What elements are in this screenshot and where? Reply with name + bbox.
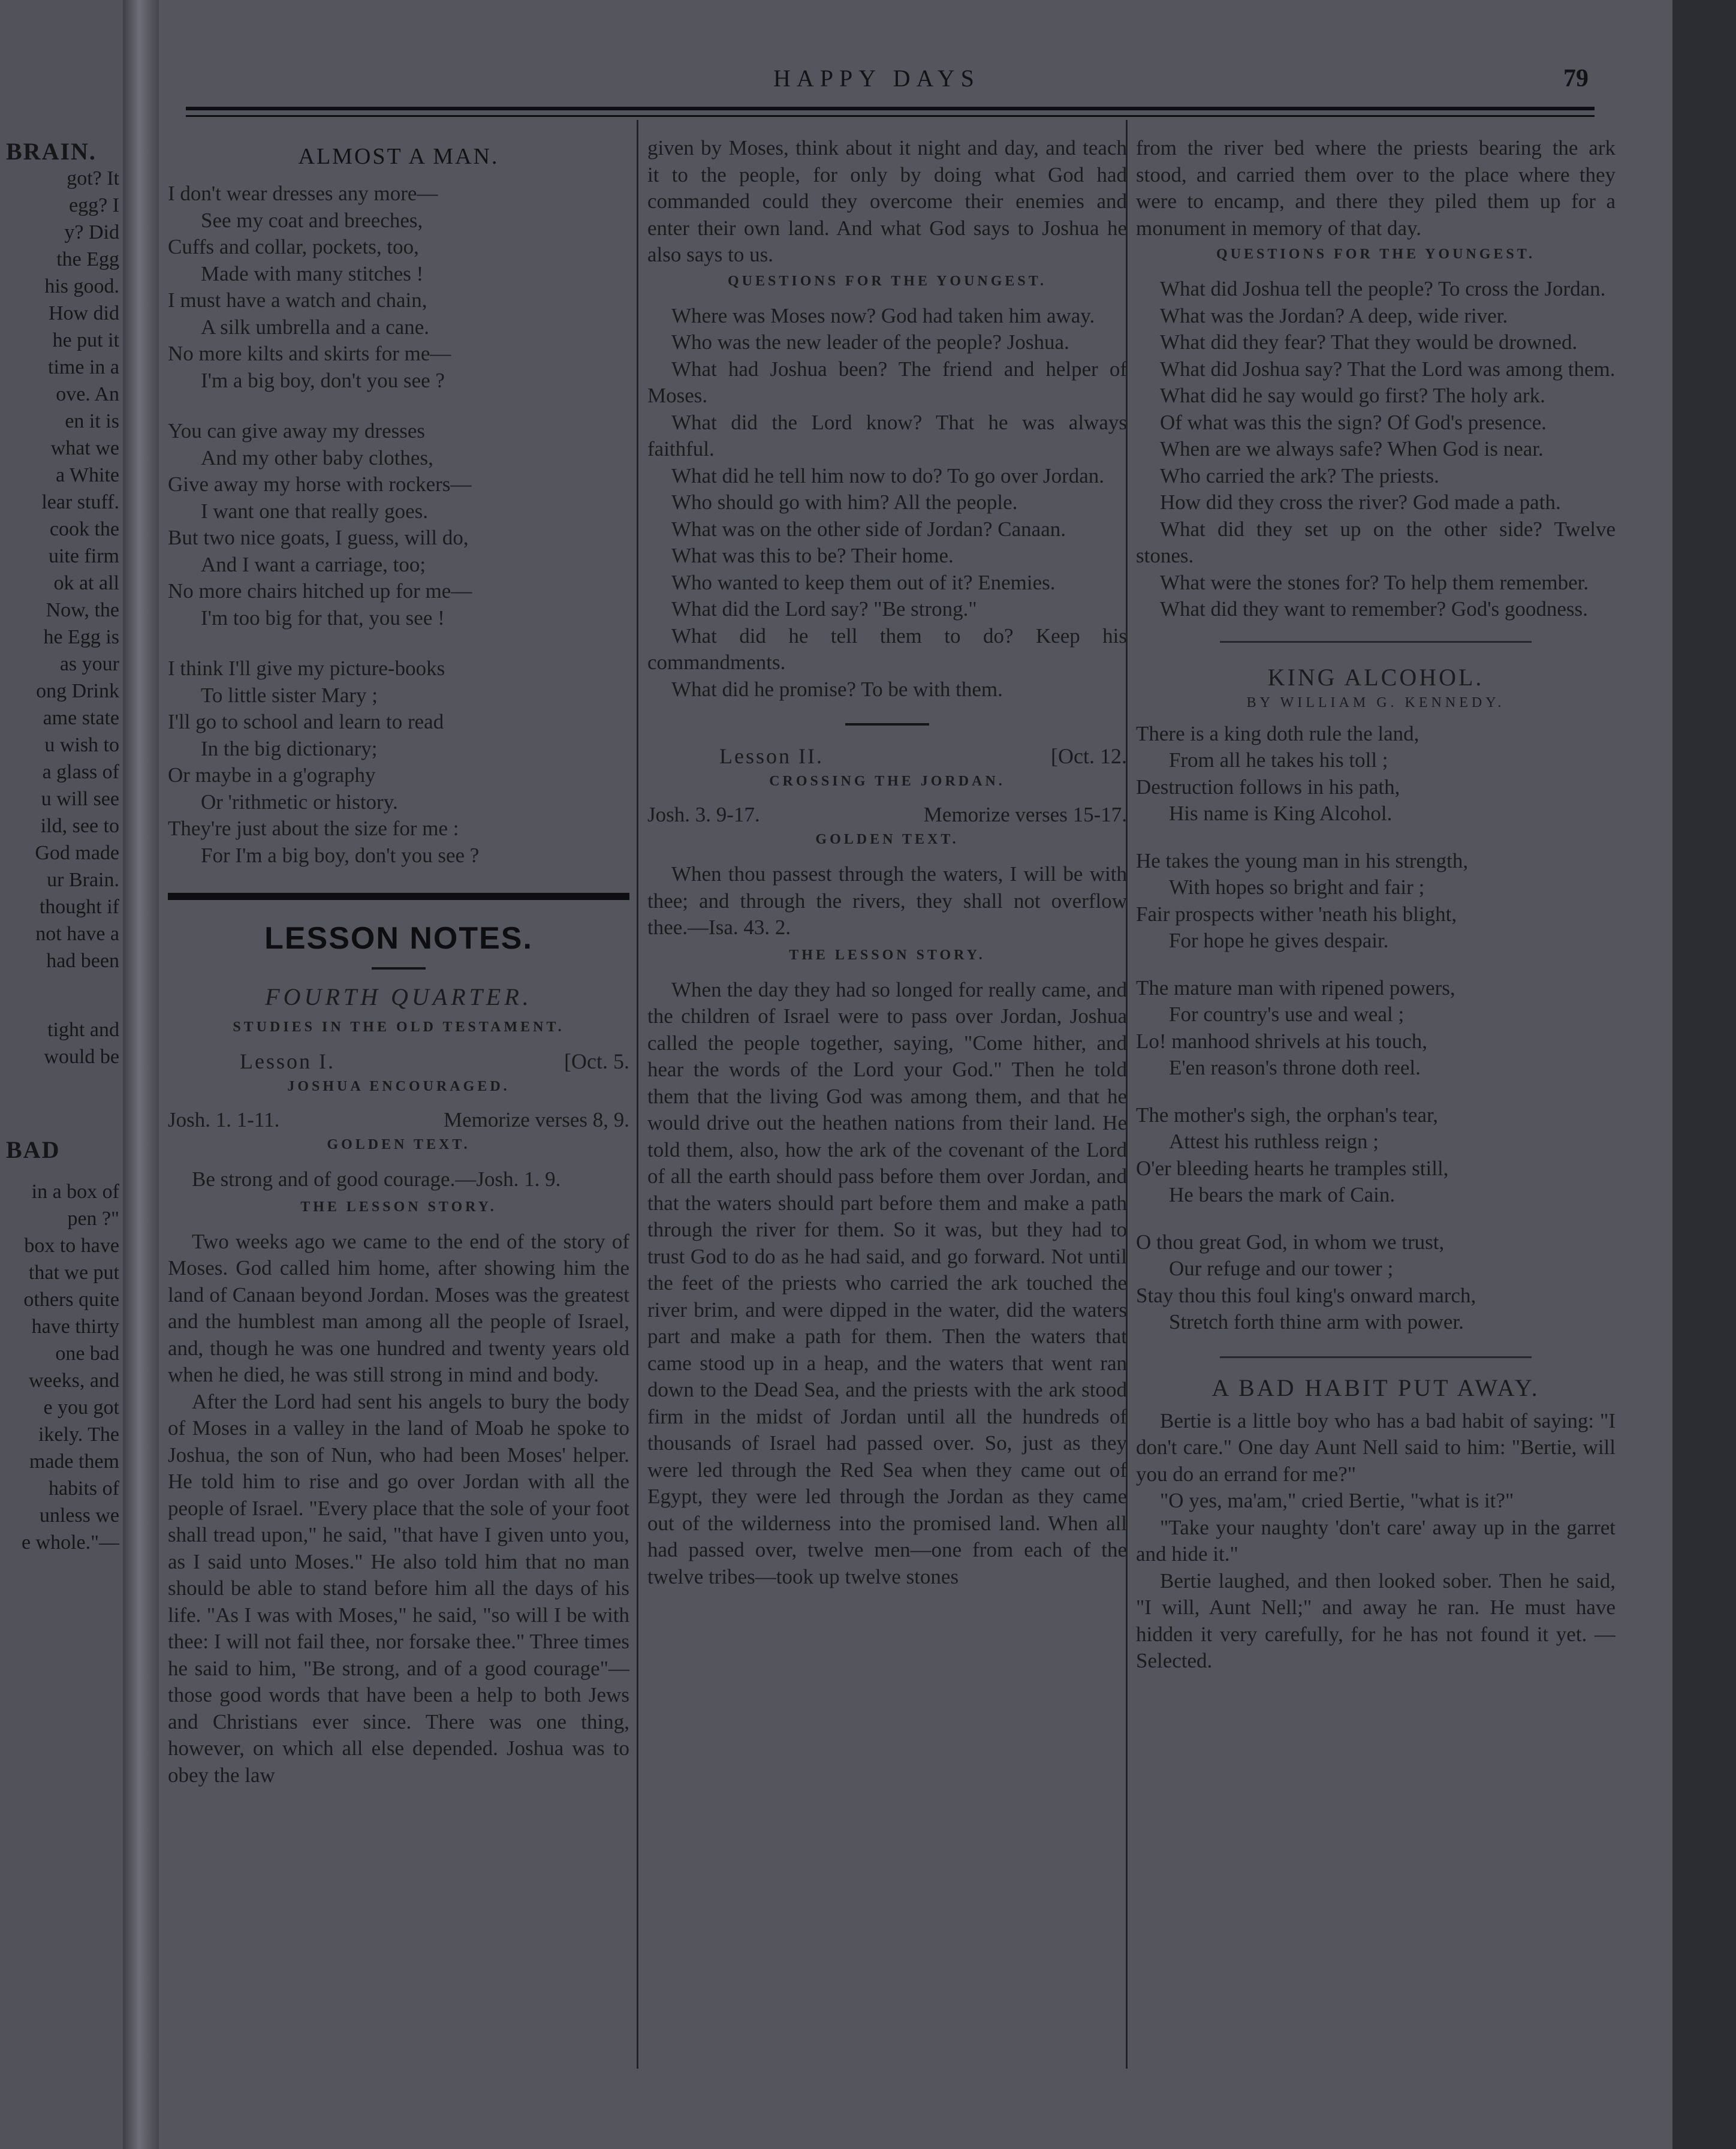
prev-page-line: u will see bbox=[41, 788, 119, 810]
bad-habit-story bbox=[1136, 1408, 1616, 1675]
lesson-2-story-cont bbox=[1136, 135, 1616, 242]
story-paragraph: When the day they had so longed for really came, and the children of Israel were to pass over Jordan, Joshua called the people together, saying, "Come hither, and hear the words of the Lord your God." Then he told them that the living God was among them, and that he would drive out the heathen nations from their land. He told them, also, how the ark of the covenant of the Lord of all the earth should pass before them over Jordan, and that the waters should part before them and make a path through the river for them. So it was, but they had to trust God to do as he had said, and go forward. Not until the feet of the priests who carried the ark touched the river brim, and were dipped in the water, did the waters part and make a path for them. Then the waters that came stood up in a heap, and the waters that went ran down to the Dead Sea, and the priests with the ark stood firm in the midst of Jordan until all the hundreds of thousands of Israel had passed over. So, just as they were led through the Red Sea when they came out of Egypt, they were led through the Jordan as they came out of the wilderness into the promised land. When all had passed over, twelve men—one from each of the twelve tribes—took up twelve stones bbox=[647, 977, 1127, 1588]
question-line: What was this to be? Their home. bbox=[671, 544, 954, 567]
lesson-2-line bbox=[647, 744, 1127, 769]
question-line: Who wanted to keep them out of it? Enemies. bbox=[671, 570, 1056, 594]
short-rule bbox=[372, 967, 426, 970]
lesson-2-story bbox=[647, 977, 1127, 1591]
studies-heading: STUDIES IN THE OLD TESTAMENT. bbox=[233, 1019, 565, 1035]
poem-stanza bbox=[1136, 975, 1616, 1082]
question-line: What did the Lord say? "Be strong." bbox=[671, 597, 977, 621]
lesson-2-memorize: Memorize verses 15-17. bbox=[923, 803, 1127, 826]
poem-line: For country's use and weal ; bbox=[1169, 1003, 1405, 1026]
poem-line: Fair prospects wither 'neath his blight, bbox=[1136, 902, 1457, 926]
poem-line: I'll go to school and learn to read bbox=[168, 710, 444, 733]
lesson-2-questions bbox=[1136, 276, 1616, 623]
prev-page-line: thought if bbox=[39, 896, 119, 918]
prev-lines-block bbox=[0, 1178, 123, 1556]
prev-page-line: ild, see to bbox=[40, 815, 119, 837]
poem-stanza bbox=[1136, 721, 1616, 827]
poem-line: A silk umbrella and a cane. bbox=[201, 315, 429, 339]
king-alcohol-title: KING ALCOHOL. bbox=[1267, 663, 1484, 691]
lesson-divider bbox=[845, 723, 929, 726]
section-rule bbox=[1220, 1356, 1532, 1358]
prev-page-line: How did bbox=[48, 302, 119, 324]
poem-line: I think I'll give my picture-books bbox=[168, 657, 445, 680]
story-paragraph: Bertie is a little boy who has a bad habit of saying: "I don't care." One day Aunt Nell said to him: "Bertie, will you do an errand for me?" bbox=[1136, 1408, 1616, 1486]
prev-page-line: would be bbox=[44, 1046, 119, 1068]
poem-line: You can give away my dresses bbox=[168, 419, 426, 443]
prev-page-line: he Egg is bbox=[43, 626, 119, 648]
lesson-1-date: [Oct. 5. bbox=[564, 1049, 629, 1073]
question-line: Of what was this the sign? Of God's presence. bbox=[1160, 410, 1547, 434]
story-paragraph: from the river bed where the priests bearing the ark stood, and carried them over to the place where they were to encamp, and there they piled them up for a monument in memory of that day. bbox=[1136, 136, 1616, 240]
column-rule bbox=[637, 120, 638, 2069]
question-line: What did the Lord know? That he was always faithful. bbox=[647, 410, 1127, 460]
prev-page-line: as your bbox=[59, 653, 119, 675]
prev-page-line: pen ?" bbox=[67, 1208, 119, 1230]
king-alcohol-byline: BY WILLIAM G. KENNEDY. bbox=[1246, 694, 1505, 711]
lesson-notes-heading: LESSON NOTES. bbox=[264, 921, 533, 956]
poem-line: I'm too big for that, you see ! bbox=[201, 606, 445, 630]
lesson-1-story bbox=[168, 1229, 629, 1789]
section-rule bbox=[168, 893, 629, 900]
lesson-1-story-cont bbox=[647, 135, 1127, 269]
poem bbox=[168, 180, 629, 869]
king-alcohol-poem bbox=[1136, 721, 1616, 1336]
column-1 bbox=[168, 135, 629, 2054]
question-line: When are we always safe? When God is near. bbox=[1160, 437, 1544, 460]
prev-page-line: a White bbox=[55, 464, 119, 486]
poem-line: From all he takes his toll ; bbox=[1169, 748, 1388, 772]
poem-stanza bbox=[168, 418, 629, 631]
poem-stanza bbox=[168, 180, 629, 394]
poem-stanza bbox=[1136, 1229, 1616, 1336]
prev-page-line: the Egg bbox=[56, 248, 119, 270]
question-line: Who should go with him? All the people. bbox=[671, 490, 1018, 514]
prev-heading: BAD bbox=[6, 1136, 61, 1163]
lesson-story-heading: THE LESSON STORY. bbox=[300, 1199, 497, 1215]
prev-page-line: e you got bbox=[43, 1396, 119, 1419]
poem-line: The mature man with ripened powers, bbox=[1136, 976, 1455, 1000]
poem-stanza bbox=[168, 655, 629, 869]
prev-page-line: got? It bbox=[67, 167, 119, 189]
prev-page-line: ove. An bbox=[56, 383, 119, 405]
poem-line: Give away my horse with rockers— bbox=[168, 472, 472, 496]
prev-page-line: have thirty bbox=[31, 1316, 119, 1338]
prev-lines-block bbox=[0, 165, 123, 974]
question-line: What were the stones for? To help them remember. bbox=[1160, 570, 1589, 594]
poem-line: In the big dictionary; bbox=[201, 736, 378, 760]
poem-line: And my other baby clothes, bbox=[201, 446, 433, 469]
page-edge bbox=[1672, 0, 1736, 2149]
story-paragraph: "O yes, ma'am," cried Bertie, "what is it?" bbox=[1160, 1489, 1514, 1512]
golden-text-heading: GOLDEN TEXT. bbox=[327, 1137, 471, 1152]
poem-line: Attest his ruthless reign ; bbox=[1169, 1130, 1379, 1153]
lesson-1-golden-text: Be strong and of good courage.—Josh. 1. 9. bbox=[192, 1167, 561, 1191]
question-line: What did they fear? That they would be drowned. bbox=[1160, 330, 1578, 354]
question-line: What did they want to remember? God's goodness. bbox=[1160, 597, 1588, 621]
column-3 bbox=[1136, 135, 1616, 2054]
header-rule bbox=[186, 115, 1595, 117]
poem-line: I don't wear dresses any more— bbox=[168, 182, 438, 205]
poem-line: Made with many stitches ! bbox=[201, 261, 424, 285]
poem-line: For hope he gives despair. bbox=[1169, 929, 1389, 952]
questions-heading: QUESTIONS FOR THE YOUNGEST. bbox=[728, 273, 1047, 289]
poem-line: Or 'rithmetic or history. bbox=[201, 790, 398, 814]
prev-page-line: unless we bbox=[39, 1504, 119, 1527]
poem-line: O thou great God, in whom we trust, bbox=[1136, 1230, 1445, 1254]
poem-line: Stay thou this foul king's onward march, bbox=[1136, 1283, 1476, 1307]
section-rule bbox=[1220, 641, 1532, 643]
prev-page-line: his good. bbox=[44, 275, 119, 297]
prev-page-line: others quite bbox=[23, 1289, 119, 1311]
question-line: What was the Jordan? A deep, wide river. bbox=[1160, 303, 1508, 327]
lesson-1-memorize: Memorize verses 8, 9. bbox=[443, 1108, 629, 1131]
poem-title: ALMOST A MAN. bbox=[298, 144, 499, 169]
prev-page-line: egg? I bbox=[68, 194, 119, 216]
question-line: What was on the other side of Jordan? Canaan. bbox=[671, 517, 1066, 541]
lesson-2-golden-text: When thou passest through the waters, I will be with thee; and through the rivers, they shall not overflow thee.—Isa. 43. 2. bbox=[647, 862, 1127, 939]
prev-page-line: tight and bbox=[47, 1019, 119, 1041]
prev-page-line: time in a bbox=[48, 356, 119, 378]
prev-page-line: u wish to bbox=[44, 734, 119, 756]
poem-line: They're just about the size for me : bbox=[168, 817, 459, 840]
poem-line: But two nice goats, I guess, will do, bbox=[168, 526, 469, 549]
prev-page-line: box to have bbox=[24, 1235, 119, 1257]
question-line: What did he tell them to do? Keep his commandments. bbox=[647, 624, 1127, 674]
poem-line: Our refuge and our tower ; bbox=[1169, 1257, 1394, 1280]
prev-page-line: one bad bbox=[55, 1343, 119, 1365]
lesson-2-ref: Josh. 3. 9-17. bbox=[647, 803, 760, 826]
prev-page-line: cook the bbox=[49, 518, 119, 540]
golden-text-heading: GOLDEN TEXT. bbox=[815, 832, 959, 847]
lesson-2-label: Lesson II. bbox=[719, 744, 824, 768]
question-line: What did Joshua tell the people? To cross the Jordan. bbox=[1160, 277, 1606, 300]
question-line: What did he tell him now to do? To go over Jordan. bbox=[671, 463, 1105, 487]
running-header bbox=[186, 57, 1595, 93]
lesson-story-heading: THE LESSON STORY. bbox=[789, 947, 985, 963]
poem-line: Stretch forth thine arm with power. bbox=[1169, 1310, 1464, 1334]
story-paragraph: After the Lord had sent his angels to bury the body of Moses in a valley in the land of Moab he spoke to Joshua, the son of Nun, who had been Moses' helper. He told him to rise and go over Jordan with all the people of Israel. "Every place that the sole of your foot shall tread upon," he said, "that have I given unto you, as I said unto Moses." He also told him that no man should be able to stand before him all the days of his life. "As I was with Moses," he said, "so will I be with thee: I will not fail thee, nor forsake thee." Three times he said to him, "Be strong, and of a good courage"—those good words that have been a help to both Jews and Christians ever since. There was one thing, however, on which all else depended. Joshua was to obey the law bbox=[168, 1389, 629, 1787]
story-paragraph: "Take your naughty 'don't care' away up in the garret and hide it." bbox=[1136, 1515, 1616, 1566]
prev-page-line: ong Drink bbox=[36, 680, 119, 702]
question-line: What did they set up on the other side? Twelve stones. bbox=[1136, 517, 1616, 567]
lesson-1-ref: Josh. 1. 1-11. bbox=[168, 1108, 280, 1131]
page-number: 79 bbox=[1563, 65, 1589, 92]
question-line: What did he say would go first? The holy ark. bbox=[1160, 384, 1545, 407]
story-paragraph: Two weeks ago we came to the end of the story of Moses. God called him home, after showing him the land of Canaan beyond Jordan. Moses was the greatest and the humblest man among all the people of Israel, and, though he was one hundred and twenty years old when he died, he was still strong in mind and body. bbox=[168, 1229, 629, 1386]
poem-stanza bbox=[1136, 1102, 1616, 1209]
lesson-1-line bbox=[168, 1049, 629, 1074]
lesson-2-title: CROSSING THE JORDAN. bbox=[769, 773, 1005, 789]
prev-page-line: Now, the bbox=[46, 599, 119, 621]
poem-line: With hopes so bright and fair ; bbox=[1169, 875, 1425, 899]
poem-line: He takes the young man in his strength, bbox=[1136, 848, 1469, 872]
question-line: How did they cross the river? God made a path. bbox=[1160, 490, 1561, 514]
lesson-1-title: JOSHUA ENCOURAGED. bbox=[287, 1079, 510, 1094]
prev-page-line: a glass of bbox=[42, 761, 119, 783]
lesson-1-label: Lesson I. bbox=[240, 1049, 335, 1073]
prev-page-line: en it is bbox=[65, 410, 119, 432]
poem-line: Destruction follows in his path, bbox=[1136, 775, 1400, 799]
lesson-2-date: [Oct. 12. bbox=[1051, 744, 1127, 768]
poem-line: The mother's sigh, the orphan's tear, bbox=[1136, 1103, 1438, 1127]
poem-line: To little sister Mary ; bbox=[201, 683, 378, 707]
prev-page-line: e whole."— bbox=[21, 1531, 119, 1554]
prev-heading: BRAIN. bbox=[6, 138, 97, 165]
prev-page-line: in a box of bbox=[31, 1181, 119, 1203]
prev-page-line: lear stuff. bbox=[41, 491, 119, 513]
lesson-1-questions bbox=[647, 303, 1127, 703]
poem-line: For I'm a big boy, don't you see ? bbox=[201, 843, 480, 867]
question-line: Where was Moses now? God had taken him away. bbox=[671, 303, 1095, 327]
poem-line: E'en reason's throne doth reel. bbox=[1169, 1056, 1421, 1079]
previous-page-fragment bbox=[0, 0, 123, 2149]
running-head: HAPPY DAYS bbox=[773, 65, 980, 92]
prev-page-line: weeks, and bbox=[28, 1370, 119, 1392]
poem-line: O'er bleeding hearts he tramples still, bbox=[1136, 1156, 1449, 1180]
poem-line: I want one that really goes. bbox=[201, 499, 429, 523]
book-gutter bbox=[123, 0, 159, 2149]
question-line: What had Joshua been? The friend and helper of Moses. bbox=[647, 357, 1127, 407]
question-line: Who was the new leader of the people? Joshua. bbox=[671, 330, 1069, 354]
prev-page-line: what we bbox=[50, 437, 119, 459]
poem-line: Cuffs and collar, pockets, too, bbox=[168, 235, 419, 258]
prev-page-line: that we put bbox=[28, 1262, 119, 1284]
poem-line: See my coat and breeches, bbox=[201, 208, 423, 232]
bad-habit-title: A BAD HABIT PUT AWAY. bbox=[1211, 1374, 1540, 1401]
lesson-2-reference bbox=[647, 803, 1127, 827]
prev-page-line: had been bbox=[46, 950, 119, 972]
prev-page-line: made them bbox=[29, 1450, 119, 1473]
prev-page-line: ok at all bbox=[53, 572, 119, 594]
quarter-heading: FOURTH QUARTER. bbox=[265, 983, 532, 1010]
question-line: Who carried the ark? The priests. bbox=[1160, 463, 1439, 487]
prev-page-line: not have a bbox=[35, 923, 119, 945]
poem-line: His name is King Alcohol. bbox=[1169, 802, 1393, 825]
prev-page-line: ikely. The bbox=[38, 1423, 119, 1446]
poem-line: There is a king doth rule the land, bbox=[1136, 721, 1419, 745]
prev-page-line: God made bbox=[35, 842, 119, 864]
prev-page-line: he put it bbox=[52, 329, 119, 351]
prev-page-line: habits of bbox=[48, 1477, 119, 1500]
prev-page-line: y? Did bbox=[64, 221, 119, 243]
story-paragraph: Bertie laughed, and then looked sober. Then he said, "I will, Aunt Nell;" and away he ran. He must have hidden it very carefully, for he has not found it yet. —Selected. bbox=[1136, 1569, 1616, 1672]
poem-line: No more kilts and skirts for me— bbox=[168, 342, 451, 365]
poem-line: He bears the mark of Cain. bbox=[1169, 1183, 1396, 1206]
poem-line: I must have a watch and chain, bbox=[168, 288, 427, 312]
questions-heading: QUESTIONS FOR THE YOUNGEST. bbox=[1216, 246, 1535, 262]
poem-line: Or maybe in a g'ography bbox=[168, 763, 376, 787]
story-paragraph: given by Moses, think about it night and day, and teach it to the people, for only by doing what God had commanded could they overcome their enemies and enter their own land. And what God says to Joshua he also says to us. bbox=[647, 136, 1127, 266]
prev-lines-block bbox=[0, 1016, 123, 1070]
poem-stanza bbox=[1136, 848, 1616, 955]
prev-page-line: uite firm bbox=[48, 545, 119, 567]
question-line: What did Joshua say? That the Lord was among them. bbox=[1160, 357, 1616, 381]
poem-line: I'm a big boy, don't you see ? bbox=[201, 368, 445, 392]
poem-line: And I want a carriage, too; bbox=[201, 552, 426, 576]
lesson-1-reference bbox=[168, 1108, 629, 1132]
question-line: What did he promise? To be with them. bbox=[671, 677, 1003, 701]
poem-line: No more chairs hitched up for me— bbox=[168, 579, 472, 603]
prev-page-line: ur Brain. bbox=[47, 869, 119, 891]
header-rule bbox=[186, 107, 1595, 110]
prev-page-line: ame state bbox=[43, 707, 119, 729]
poem-line: Lo! manhood shrivels at his touch, bbox=[1136, 1029, 1428, 1053]
column-2 bbox=[647, 135, 1127, 2054]
